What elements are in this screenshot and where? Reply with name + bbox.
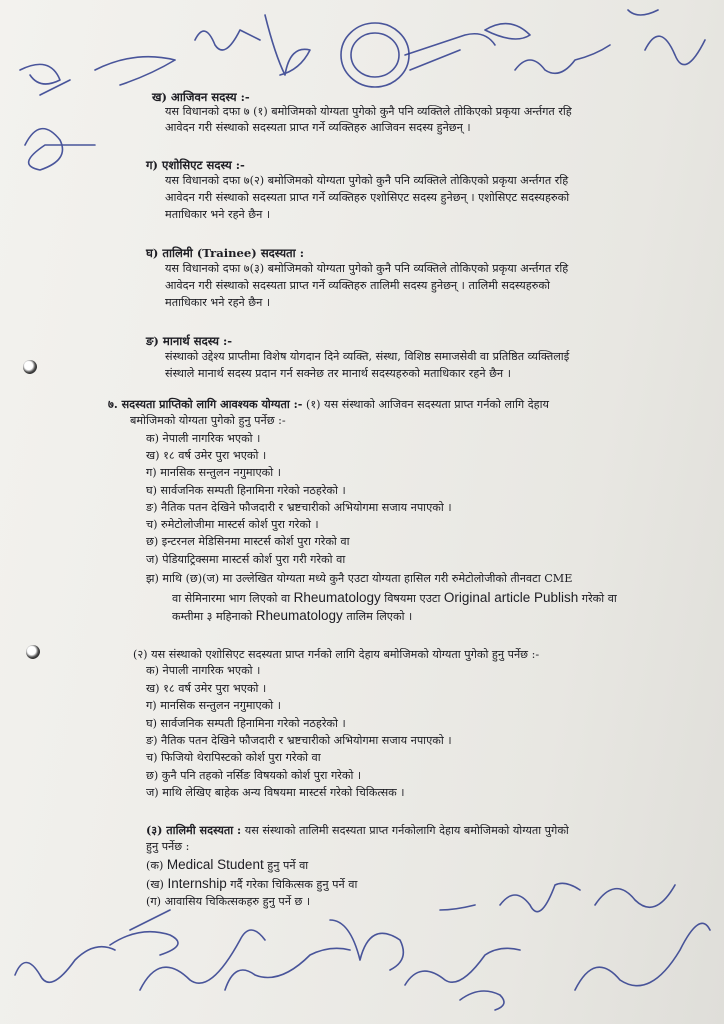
section-gha-line-3: मताधिकार भने रहने छैन ।: [165, 296, 271, 309]
list-1-item-cont: वा सेमिनारमा भाग लिएको वा Rheumatology विषयमा एउटा Original article Publish गरेको वा: [172, 590, 617, 605]
signature: [460, 991, 504, 1010]
section-gha-line-2: आवेदन गरी संस्थाको सदस्यता प्राप्त गर्ने व्यक्तिहरु तालिमी सदस्य हुनेछन् । तालिमी सदस्यहरुको: [165, 279, 550, 292]
list-1-item: घ) सार्वजनिक सम्पती हिनामिना गरेको नठहरेको ।: [146, 484, 346, 497]
list-1-item: ज) पेडियाट्रिक्समा मास्टर्स कोर्श पुरा गरी गरेको वा: [146, 553, 346, 566]
section-kha-heading: ख) आजिवन सदस्य :-: [152, 90, 250, 104]
list-2-item: ग) मानसिक सन्तुलन नगुमाएको ।: [146, 699, 281, 712]
signature: [330, 920, 403, 970]
signature: [515, 45, 610, 73]
signature: [628, 10, 705, 65]
section-gha-heading: घ) तालिमी (Trainee) सदस्यता :: [146, 246, 304, 260]
list-1-item: ग) मानसिक सन्तुलन नगुमाएको ।: [146, 466, 281, 479]
clause-7-line-1: [108, 397, 549, 412]
list-2-item: छ) कुनै पनि तहको नर्सिङ विषयको कोर्श पुरा गरेको ।: [146, 769, 362, 782]
signature: [405, 948, 520, 985]
section-kha-line-2: आवेदन गरी संस्थाको सदस्यता प्राप्त गर्ने व्यक्तिहरु आजिवन सदस्य हुनेछन् ।: [165, 121, 471, 134]
signature: [20, 64, 70, 95]
signature: [15, 947, 115, 983]
punch-hole: [26, 645, 40, 659]
section-ga-line-1: यस विधानको दफा ७(२) बमोजिमको योग्यता पुगेको कुनै पनि व्यक्तिले तोकिएको प्रकृया अर्न्तगत रहि: [165, 174, 569, 187]
list-2-item: क) नेपाली नागरिक भएको ।: [146, 664, 261, 677]
list-3-item: (ग) आवासिय चिकित्सकहरु हुनु पर्ने छ ।: [146, 895, 311, 908]
list-2-item: ख) १८ वर्ष उमेर पुरा भएको ।: [146, 682, 267, 695]
clause-3-heading: (३) तालिमी सदस्यता :: [146, 823, 242, 837]
section-ga-line-2: आवेदन गरी संस्थाको सदस्यता प्राप्त गर्ने व्यक्तिहरु एशोसिएट सदस्य हुनेछन् । एशोसिएट सदस्यहरुको: [165, 191, 570, 204]
clause-2-intro: (२) यस संस्थाको एशोसिएट सदस्यता प्राप्त गर्नको लागि देहाय बमोजिमको योग्यता पुगेको हुनु पर्नेछ :-: [133, 648, 540, 661]
signature: [485, 24, 530, 39]
signature: [225, 948, 350, 990]
section-kha-line-1: यस विधानको दफा ७ (१) बमोजिमको योग्यता पुगेको कुनै पनि व्यक्तिले तोकिएको प्रकृया अर्न्तगत रहि: [165, 105, 572, 118]
list-2-item: घ) सार्वजनिक सम्पती हिनामिना गरेको नठहरेको ।: [146, 717, 346, 730]
list-1-item-cont: कम्तीमा ३ महिनाको Rheumatology तालिम लिएको ।: [172, 608, 413, 623]
clause-3-line-2: हुनु पर्नेछ :: [146, 840, 190, 853]
signature: [595, 885, 675, 907]
signature: [25, 129, 95, 170]
punch-hole: [23, 360, 37, 374]
signature: [95, 57, 175, 85]
list-1-item: छ) इन्टरनल मेडिसिनमा मास्टर्स कोर्श पुरा गरेको वा: [146, 535, 350, 548]
list-1-item: ङ) नैतिक पतन देखिने फौजदारी र भ्रष्टचारीको अभियोगमा सजाय नपाएको ।: [146, 501, 452, 514]
clause-7-intro: (१) यस संस्थाको आजिवन सदस्यता प्राप्त गर्नको लागि देहाय: [302, 398, 549, 411]
list-3-item: (क) Medical Student हुनु पर्ने वा: [146, 857, 309, 872]
list-1-item: च) रुमेटोलोजीमा मास्टर्स कोर्श पुरा गरेको ।: [146, 518, 319, 531]
section-nga-line-2: संस्थाले मानार्थ सदस्य प्रदान गर्न सक्नेछ तर मानार्थ सदस्यहरुको मताधिकार रहने छैन ।: [165, 367, 511, 380]
section-ga-line-3: मताधिकार भने रहने छैन ।: [165, 208, 271, 221]
section-gha-line-1: यस विधानको दफा ७(३) बमोजिमको योग्यता पुगेको कुनै पनि व्यक्तिले तोकिएको प्रकृया अर्न्तगत रहि: [165, 262, 569, 275]
signature: [405, 34, 495, 70]
section-ga-heading: ग) एशोसिएट सदस्य :-: [146, 158, 245, 172]
list-1-item: झ) माथि (छ)(ज) मा उल्लेखित योग्यता मध्ये कुनै एउटा योग्यता हासिल गरी रुमेटोलोजीको तीनवटा CME: [146, 572, 573, 585]
signature: [195, 30, 260, 50]
section-nga-heading: ङ) मानार्थ सदस्य :-: [146, 334, 233, 348]
list-2-item: ङ) नैतिक पतन देखिने फौजदारी र भ्रष्टचारीको अभियोगमा सजाय नपाएको ।: [146, 734, 452, 747]
list-1-item: क) नेपाली नागरिक भएको ।: [146, 432, 261, 445]
signature: [265, 15, 310, 75]
clause-7-line-2: बमोजिमको योग्यता पुगेको हुनु पर्नेछ :-: [130, 414, 286, 427]
list-2-item: च) फिजियो थेरापिस्टको कोर्श पुरा गरेको वा: [146, 751, 321, 764]
signature: [140, 930, 265, 990]
clause-3-line-1: (३) तालिमी सदस्यता : यस संस्थाको तालिमी सदस्यता प्राप्त गर्नकोलागि देहाय बमोजिमको योग्यता पुगेको: [146, 823, 569, 837]
signature: [440, 883, 580, 911]
signature: [110, 910, 178, 955]
list-3-item: (ख) Internship गर्दै गरेका चिकित्सक हुनु पर्ने वा: [146, 876, 358, 891]
list-2-item: ज) माथि लेखिए बाहेक अन्य विषयमा मास्टर्स गरेको चिकित्सक ।: [146, 786, 405, 799]
list-1-item: ख) १८ वर्ष उमेर पुरा भएको ।: [146, 449, 267, 462]
signature: [575, 923, 710, 990]
clause-7-heading: ७. सदस्यता प्राप्तिको लागि आवश्यक योग्यता :-: [108, 397, 303, 411]
section-nga-line-1: संस्थाको उद्देश्य प्राप्तीमा विशेष योगदान दिने व्यक्ति, संस्था, विशिष्ठ समाजसेवी वा प्रतिष्ठित व्यक्तिलाई: [165, 350, 570, 363]
seal-stamp: [341, 23, 409, 87]
